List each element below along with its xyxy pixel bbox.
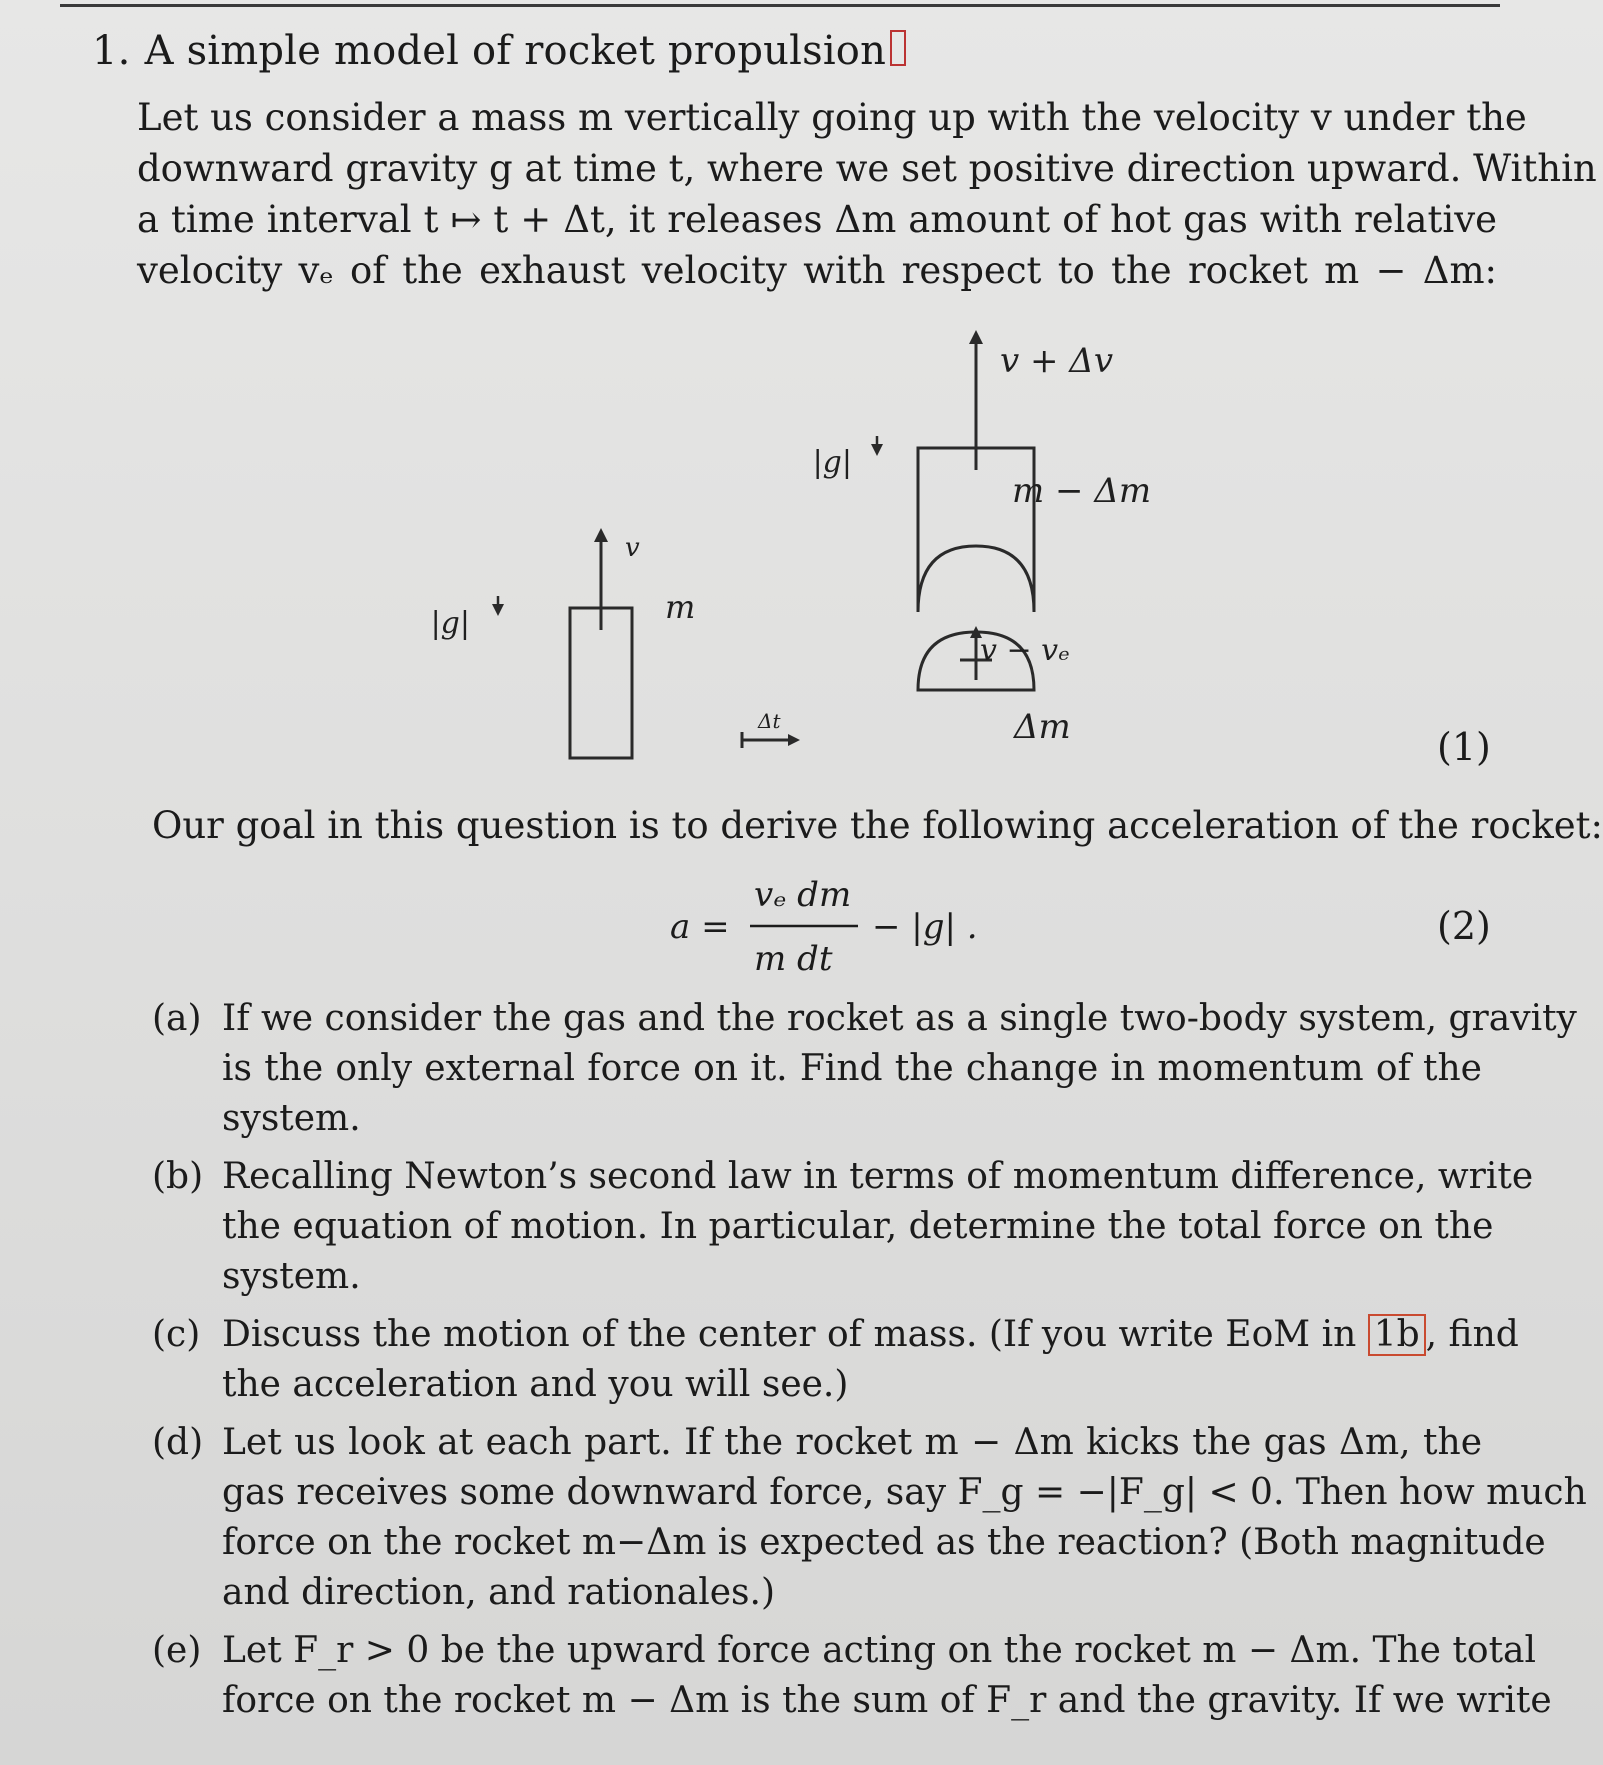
part-c [152, 1310, 1519, 1410]
gas-velocity-label: v − vₑ [980, 633, 1070, 668]
part-line: force on the rocket m − Δm is the sum of F_r and the gravity. If we write [222, 1680, 1552, 1721]
part-label: (b) [152, 1156, 204, 1197]
right-mass-label: m − Δm [1012, 471, 1152, 511]
part-line: the acceleration and you will see.) [222, 1364, 849, 1405]
formula-lhs: a = [670, 907, 730, 947]
part-c-text-after: , find [1425, 1314, 1519, 1355]
rocket-diagram [430, 320, 1200, 780]
part-line: system. [222, 1098, 361, 1139]
intro-line: velocity vₑ of the exhaust velocity with respect to the rocket m − Δm: [137, 249, 1497, 292]
part-text [222, 1418, 1587, 1618]
part-text [222, 1310, 1519, 1410]
question-parts [152, 994, 1587, 1734]
missing-glyph-box [890, 30, 906, 66]
transition-label: Δt [758, 709, 781, 733]
part-line: gas receives some downward force, say F_g = −|F_g| < 0. Then how much [222, 1472, 1587, 1513]
part-line: force on the rocket m−Δm is expected as the reaction? (Both magnitude [222, 1522, 1546, 1563]
part-line: the equation of motion. In particular, determine the total force on the [222, 1206, 1494, 1247]
part-a [152, 994, 1577, 1144]
part-label: (c) [152, 1314, 201, 1355]
part-line: Recalling Newton’s second law in terms of momentum difference, write [222, 1156, 1534, 1197]
equation-reference-link[interactable]: 1b [1368, 1314, 1426, 1356]
problem-intro [137, 92, 1597, 296]
top-rule [60, 4, 1500, 7]
goal-text: Our goal in this question is to derive the following acceleration of the rocket: [152, 804, 1603, 847]
equation-number-2: (2) [1437, 904, 1491, 948]
left-mass-label: m [665, 588, 696, 626]
gas-mass-label: Δm [1014, 707, 1071, 747]
part-line: system. [222, 1256, 361, 1297]
problem-number: 1. [92, 28, 131, 74]
part-text [222, 1152, 1534, 1302]
part-c-text-before: Discuss the motion of the center of mass. (If you write EoM in [222, 1314, 1368, 1355]
part-text [222, 1626, 1552, 1726]
left-rocket-body [570, 608, 632, 758]
part-line: If we consider the gas and the rocket as a single two-body system, gravity [222, 998, 1577, 1039]
formula-tail: − |g| . [872, 907, 978, 947]
problem-title-text: A simple model of rocket propulsion [144, 28, 887, 74]
part-line: Let F_r > 0 be the upward force acting on the rocket m − Δm. The total [222, 1630, 1537, 1671]
part-d [152, 1418, 1587, 1618]
right-gravity-label: |g| [812, 445, 852, 480]
part-line: Let us look at each part. If the rocket m − Δm kicks the gas Δm, the [222, 1422, 1482, 1463]
part-e [152, 1626, 1552, 1726]
left-velocity-label: v [625, 533, 640, 563]
formula-denominator: m dt [754, 939, 833, 979]
part-line [222, 1310, 1519, 1360]
part-line: and direction, and rationales.) [222, 1572, 775, 1613]
right-velocity-label: v + Δv [1000, 341, 1114, 381]
part-label: (a) [152, 998, 202, 1039]
intro-line: a time interval t ↦ t + Δt, it releases Δm amount of hot gas with relative [137, 198, 1497, 241]
left-gravity-label: |g| [430, 606, 470, 641]
part-text [222, 994, 1577, 1144]
part-label: (d) [152, 1422, 204, 1463]
acceleration-formula [662, 870, 1002, 980]
formula-numerator: vₑ dm [754, 875, 852, 915]
part-b [152, 1152, 1534, 1302]
intro-line: downward gravity g at time t, where we set positive direction upward. Within [137, 147, 1597, 190]
equation-number-1: (1) [1437, 725, 1491, 769]
part-line: is the only external force on it. Find the change in momentum of the [222, 1048, 1482, 1089]
problem-title [92, 28, 906, 74]
part-label: (e) [152, 1630, 202, 1671]
intro-line: Let us consider a mass m vertically going up with the velocity v under the [137, 96, 1527, 139]
